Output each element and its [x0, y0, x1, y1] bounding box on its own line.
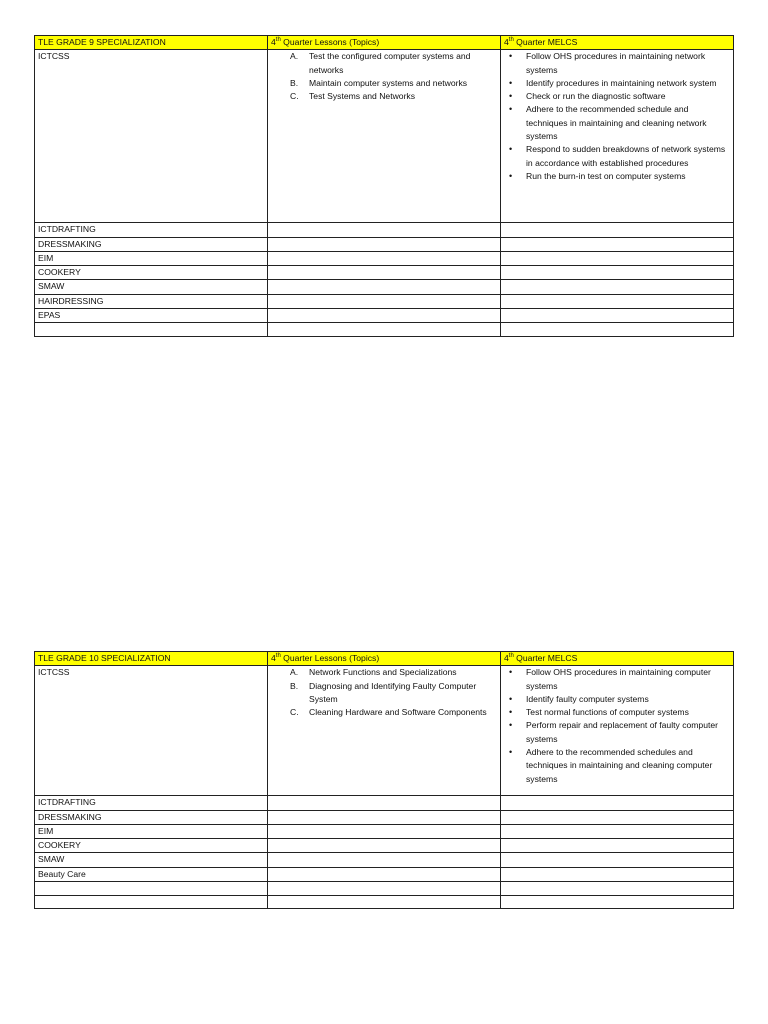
table-row — [35, 867, 734, 881]
table-row — [35, 266, 734, 280]
melc-item — [509, 666, 730, 693]
melc-text: Check or run the diagnostic software — [526, 91, 666, 102]
topic-item — [290, 90, 497, 103]
topic-text: Network Functions and Specializations — [309, 667, 457, 678]
topic-item — [290, 77, 497, 90]
topics-list — [271, 50, 497, 103]
topics-cell — [268, 666, 501, 796]
topic-marker: B. — [290, 680, 299, 691]
header-melcs: 4th Quarter MELCS — [501, 652, 734, 666]
melcs-cell — [501, 237, 734, 251]
melc-item — [509, 50, 730, 77]
topics-cell — [268, 223, 501, 237]
melc-text: Follow OHS procedures in maintaining computer systems — [526, 667, 711, 691]
melc-item — [509, 90, 730, 103]
melc-text: Identify faulty computer systems — [526, 693, 649, 704]
melcs-cell — [501, 839, 734, 853]
melc-item — [509, 143, 730, 170]
melc-item — [509, 77, 730, 90]
melcs-cell — [501, 796, 734, 810]
header-melcs: 4th Quarter MELCS — [501, 36, 734, 50]
melcs-cell — [501, 810, 734, 824]
topics-cell — [268, 266, 501, 280]
melc-item — [509, 693, 730, 706]
melcs-cell — [501, 882, 734, 896]
melcs-cell — [501, 251, 734, 265]
specialization-cell — [35, 895, 268, 909]
table-header-row — [35, 36, 734, 50]
specialization-cell: SMAW — [35, 853, 268, 867]
melcs-cell — [501, 824, 734, 838]
header-lessons: 4th Quarter Lessons (Topics) — [268, 652, 501, 666]
topic-text: Cleaning Hardware and Software Components — [309, 707, 487, 718]
table-row — [35, 882, 734, 896]
grade9-schedule-table — [34, 35, 734, 337]
specialization-cell: EPAS — [35, 309, 268, 323]
melcs-cell — [501, 309, 734, 323]
melcs-cell — [501, 323, 734, 337]
melc-text: Test normal functions of computer systems — [526, 707, 689, 718]
topics-cell — [268, 50, 501, 223]
specialization-cell: Beauty Care — [35, 867, 268, 881]
table-row — [35, 796, 734, 810]
specialization-cell: ICTDRAFTING — [35, 796, 268, 810]
topic-text: Test Systems and Networks — [309, 91, 416, 102]
melcs-cell — [501, 266, 734, 280]
melc-item — [509, 706, 730, 719]
melcs-cell — [501, 895, 734, 909]
bullet-icon: • — [509, 91, 513, 102]
grade10-schedule-table — [34, 651, 734, 909]
table-row — [35, 895, 734, 909]
melc-item — [509, 170, 730, 183]
table-row — [35, 810, 734, 824]
specialization-cell: COOKERY — [35, 839, 268, 853]
topic-item — [290, 680, 497, 707]
bullet-icon: • — [509, 720, 513, 731]
table-row — [35, 280, 734, 294]
bullet-icon: • — [509, 170, 513, 181]
melcs-cell — [501, 280, 734, 294]
melc-text: Adhere to the recommended schedule and techniques in maintaining and cleaning network systems — [526, 104, 707, 142]
table-header-row — [35, 652, 734, 666]
melcs-cell — [501, 853, 734, 867]
specialization-cell: ICTDRAFTING — [35, 223, 268, 237]
topic-marker: B. — [290, 77, 299, 88]
topics-cell — [268, 839, 501, 853]
header-specialization: TLE GRADE 9 SPECIALIZATION — [35, 36, 268, 50]
melcs-cell — [501, 223, 734, 237]
melc-text: Identify procedures in maintaining network system — [526, 77, 717, 88]
specialization-cell: HAIRDRESSING — [35, 294, 268, 308]
melc-item — [509, 746, 730, 786]
specialization-cell: ICTCSS — [35, 666, 268, 796]
topics-cell — [268, 280, 501, 294]
topics-cell — [268, 867, 501, 881]
topic-marker: A. — [290, 51, 299, 62]
melc-item — [509, 719, 730, 746]
header-specialization: TLE GRADE 10 SPECIALIZATION — [35, 652, 268, 666]
melcs-cell — [501, 867, 734, 881]
specialization-cell: COOKERY — [35, 266, 268, 280]
bullet-icon: • — [509, 77, 513, 88]
table-row — [35, 323, 734, 337]
topics-cell — [268, 810, 501, 824]
topic-text: Diagnosing and Identifying Faulty Computer System — [309, 680, 477, 704]
table-row — [35, 839, 734, 853]
specialization-cell: DRESSMAKING — [35, 237, 268, 251]
bullet-icon: • — [509, 667, 513, 678]
specialization-cell: SMAW — [35, 280, 268, 294]
topics-cell — [268, 796, 501, 810]
table-row — [35, 251, 734, 265]
melc-text: Adhere to the recommended schedules and techniques in maintaining and cleaning computer systems — [526, 747, 713, 784]
topics-cell — [268, 853, 501, 867]
table-row — [35, 824, 734, 838]
topic-marker: C. — [290, 91, 299, 102]
specialization-cell: ICTCSS — [35, 50, 268, 223]
table-row — [35, 50, 734, 223]
topic-text: Maintain computer systems and networks — [309, 77, 468, 88]
topics-cell — [268, 251, 501, 265]
topics-cell — [268, 824, 501, 838]
topic-item — [290, 50, 497, 77]
table-row — [35, 294, 734, 308]
melc-text: Follow OHS procedures in maintaining network systems — [526, 51, 706, 75]
table-row — [35, 309, 734, 323]
melcs-list — [504, 666, 730, 786]
specialization-cell — [35, 323, 268, 337]
melc-text: Perform repair and replacement of faulty computer systems — [526, 720, 719, 744]
topic-marker: C. — [290, 707, 299, 718]
bullet-icon: • — [509, 51, 513, 62]
specialization-cell: EIM — [35, 824, 268, 838]
specialization-cell: DRESSMAKING — [35, 810, 268, 824]
table-row — [35, 223, 734, 237]
topics-cell — [268, 323, 501, 337]
topics-cell — [268, 237, 501, 251]
melcs-cell — [501, 294, 734, 308]
melc-item — [509, 103, 730, 143]
bullet-icon: • — [509, 707, 513, 718]
table-row — [35, 853, 734, 867]
melcs-list — [504, 50, 730, 183]
topic-item — [290, 706, 497, 719]
melc-text: Respond to sudden breakdowns of network systems in accordance with established procedures — [526, 144, 726, 168]
bullet-icon: • — [509, 693, 513, 704]
topics-cell — [268, 895, 501, 909]
table-row — [35, 237, 734, 251]
melc-text: Run the burn-in test on computer systems — [526, 170, 686, 181]
bullet-icon: • — [509, 747, 513, 758]
topic-marker: A. — [290, 667, 299, 678]
specialization-cell: EIM — [35, 251, 268, 265]
specialization-cell — [35, 882, 268, 896]
bullet-icon: • — [509, 144, 513, 155]
melcs-cell — [501, 666, 734, 796]
table-row — [35, 666, 734, 796]
header-lessons: 4th Quarter Lessons (Topics) — [268, 36, 501, 50]
topics-cell — [268, 309, 501, 323]
topics-cell — [268, 294, 501, 308]
melcs-cell — [501, 50, 734, 223]
topic-text: Test the configured computer systems and networks — [309, 51, 471, 75]
topics-cell — [268, 882, 501, 896]
topics-list — [271, 666, 497, 719]
bullet-icon: • — [509, 104, 513, 115]
topic-item — [290, 666, 497, 679]
